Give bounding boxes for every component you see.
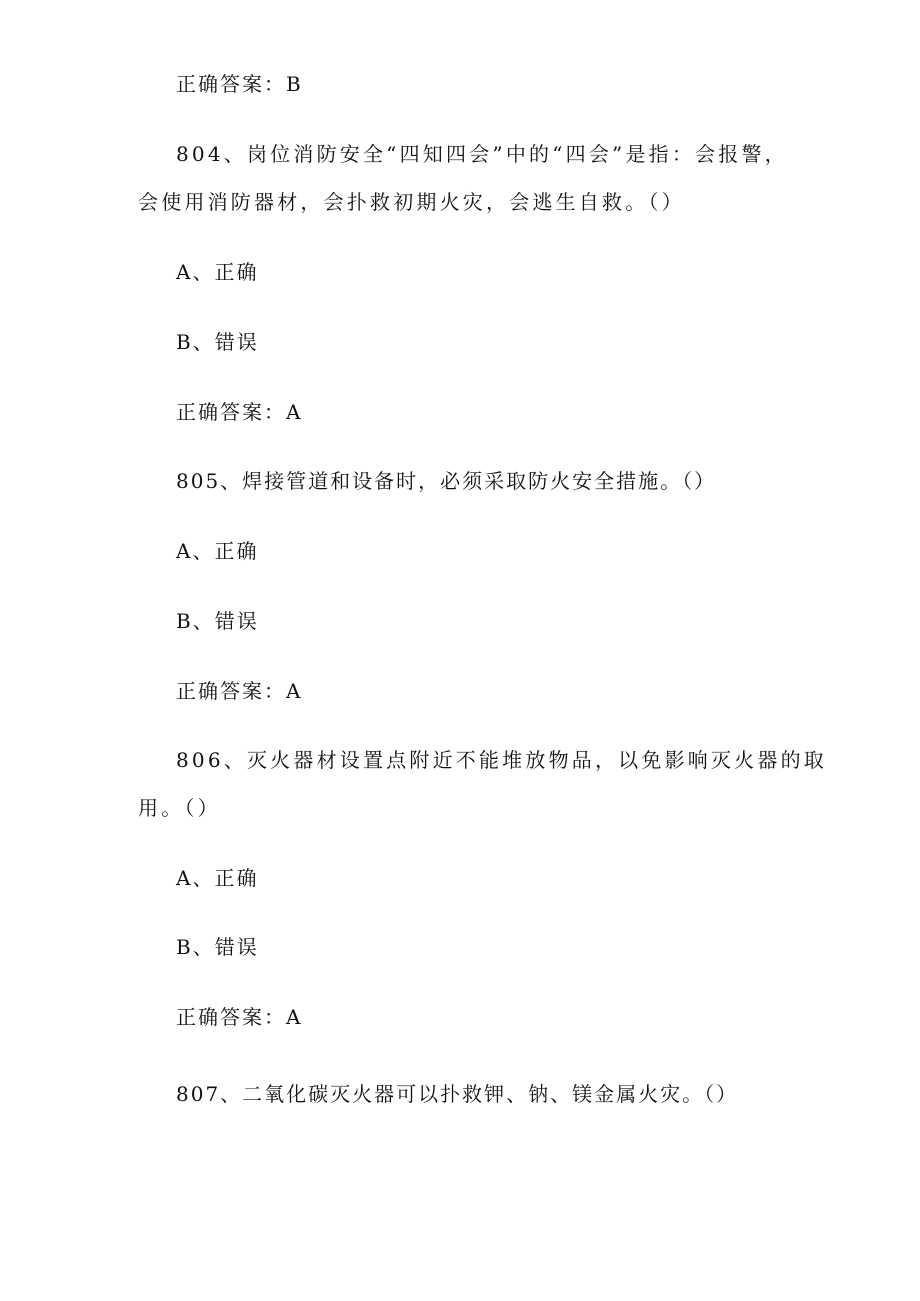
option-a: A、正确 [176, 260, 259, 284]
question-806-continuation: 用。（） [138, 796, 221, 820]
option-a: A、正确 [176, 866, 259, 890]
question-805: 805、焊接管道和设备时，必须采取防火安全措施。（） [176, 469, 717, 493]
question-804-continuation: 会使用消防器材，会扑救初期火灾，会逃生自救。（） [138, 190, 685, 214]
answer-line: 正确答案：B [176, 72, 303, 96]
question-807: 807、二氧化碳灭火器可以扑救钾、钠、镁金属火灾。（） [176, 1082, 739, 1106]
option-b: B、错误 [176, 935, 259, 959]
question-806: 806、灭火器材设置点附近不能堆放物品，以免影响灭火器的取 [176, 748, 827, 772]
answer-line: 正确答案：A [176, 679, 303, 703]
option-b: B、错误 [176, 330, 259, 354]
question-804: 804、岗位消防安全“四知四会”中的“四会”是指：会报警， [176, 142, 788, 166]
answer-line: 正确答案：A [176, 1005, 303, 1029]
option-b: B、错误 [176, 609, 259, 633]
answer-line: 正确答案：A [176, 400, 303, 424]
option-a: A、正确 [176, 539, 259, 563]
